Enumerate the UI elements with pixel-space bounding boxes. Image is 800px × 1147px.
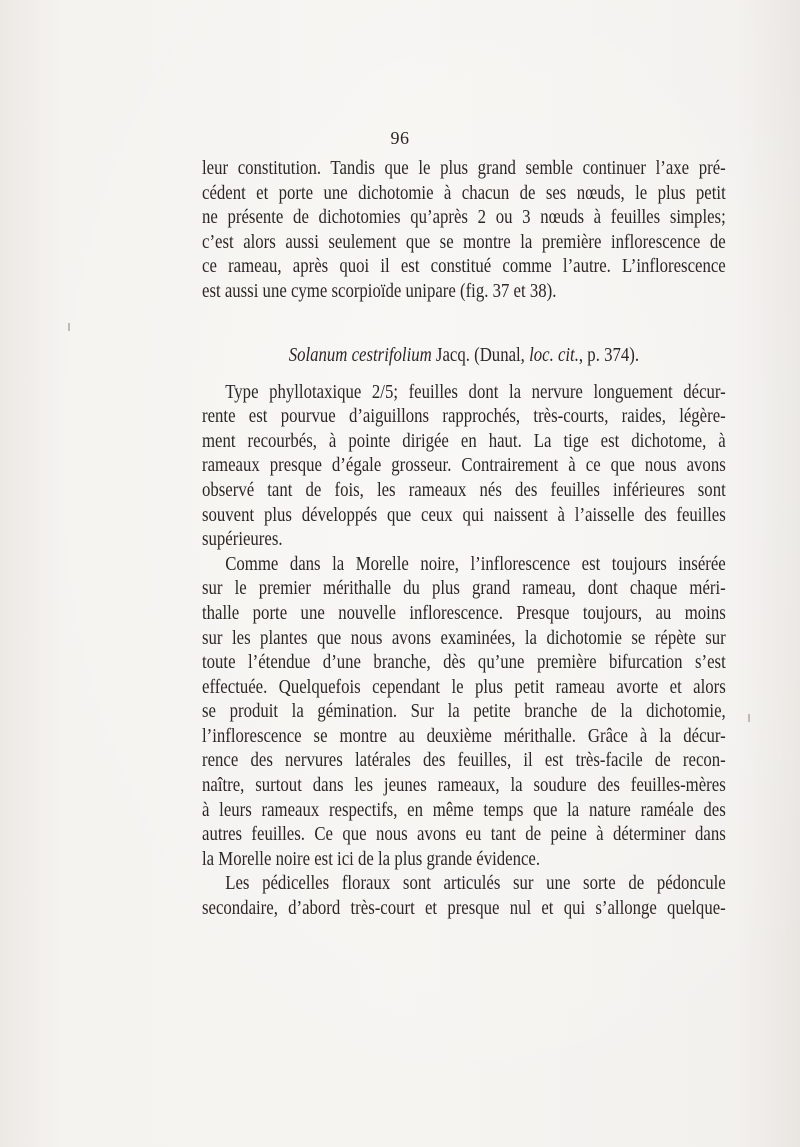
species-reference: loc. cit. (529, 344, 579, 366)
text-line: thalle porte une nouvelle inflorescence. Presque toujours, au moins (202, 602, 726, 624)
text-line: c’est alors aussi seulement que se montre la première inflorescence de (202, 231, 726, 253)
text-line: l’inflorescence se montre au deuxième mérithalle. Grâce à la décur- (202, 725, 726, 747)
species-author: Jacq. (Dunal, (431, 344, 530, 366)
text-line: ment recourbés, à pointe dirigée en haut. La tige est dichotome, à (202, 430, 726, 452)
text-line: ce rameau, après quoi il est constitué comme l’autre. L’inflorescence (202, 256, 726, 278)
text-line: naître, surtout dans les jeunes rameaux, la soudure des feuilles-mères (202, 775, 726, 797)
text-line: la Morelle noire est ici de la plus grande évidence. (202, 848, 541, 870)
margin-speck (748, 714, 750, 722)
text-line: à leurs rameaux respectifs, en même temps que la nature raméale des (202, 799, 726, 821)
paragraph-1 (202, 157, 726, 305)
text-line: souvent plus développés que ceux qui naissent à l’aisselle des feuilles (202, 504, 726, 526)
text-line: autres feuilles. Ce que nous avons eu tant de peine à déterminer dans (202, 824, 726, 846)
spacer (202, 369, 726, 381)
text-line: ne présente de dichotomies qu’après 2 ou 3 nœuds à feuilles simples; (202, 207, 726, 229)
text-line: se produit la gémination. Sur la petite branche de la dichotomie, (202, 701, 726, 723)
text-line: effectuée. Quelquefois cependant le plus petit rameau avorte et alors (202, 676, 726, 698)
text-line: sur les plantes que nous avons examinées, la dichotomie se répète sur (202, 627, 726, 649)
page-text (202, 157, 726, 922)
text-line: Les pédicelles floraux sont articulés sur une sorte de pédoncule (225, 873, 726, 895)
text-line: secondaire, d’abord très-court et presque nul et qui s’allonge quelque- (202, 898, 726, 920)
text-line: supérieures. (202, 529, 283, 551)
text-line: leur constitution. Tandis que le plus grand semble continuer l’axe pré- (202, 158, 726, 179)
text-line: toute l’étendue d’une branche, dès qu’une première bifurcation s’est (202, 652, 726, 674)
text-line: sur le premier mérithalle du plus grand rameau, dont chaque méri- (202, 578, 726, 600)
text-line: observé tant de fois, les rameaux nés des feuilles inférieures sont (202, 479, 726, 501)
text-line: est aussi une cyme scorpioïde unipare (fig. 37 et 38). (202, 280, 557, 302)
paragraph-2 (202, 381, 726, 553)
spacer (202, 305, 726, 343)
species-name: Solanum cestrifolium (288, 344, 432, 366)
paragraph-4 (202, 872, 726, 921)
species-heading (202, 343, 726, 369)
margin-speck (68, 323, 70, 331)
paragraph-3 (202, 553, 726, 873)
text-line: Type phyllotaxique 2/5; feuilles dont la nervure longuement décur- (225, 381, 726, 403)
page-number: 96 (390, 128, 410, 148)
text-line: rameaux presque d’égale grosseur. Contrairement à ce que nous avons (202, 455, 726, 477)
text-line: rence des nervures latérales des feuilles, il est très-facile de recon- (202, 750, 726, 772)
text-line: Comme dans la Morelle noire, l’inflorescence est toujours insérée (225, 553, 726, 575)
text-line: cédent et porte une dichotomie à chacun de ses nœuds, le plus petit (202, 182, 726, 204)
text-line: rente est pourvue d’aiguillons rapprochés, très-courts, raides, légère- (202, 406, 726, 428)
species-page: , p. 374). (578, 344, 640, 366)
